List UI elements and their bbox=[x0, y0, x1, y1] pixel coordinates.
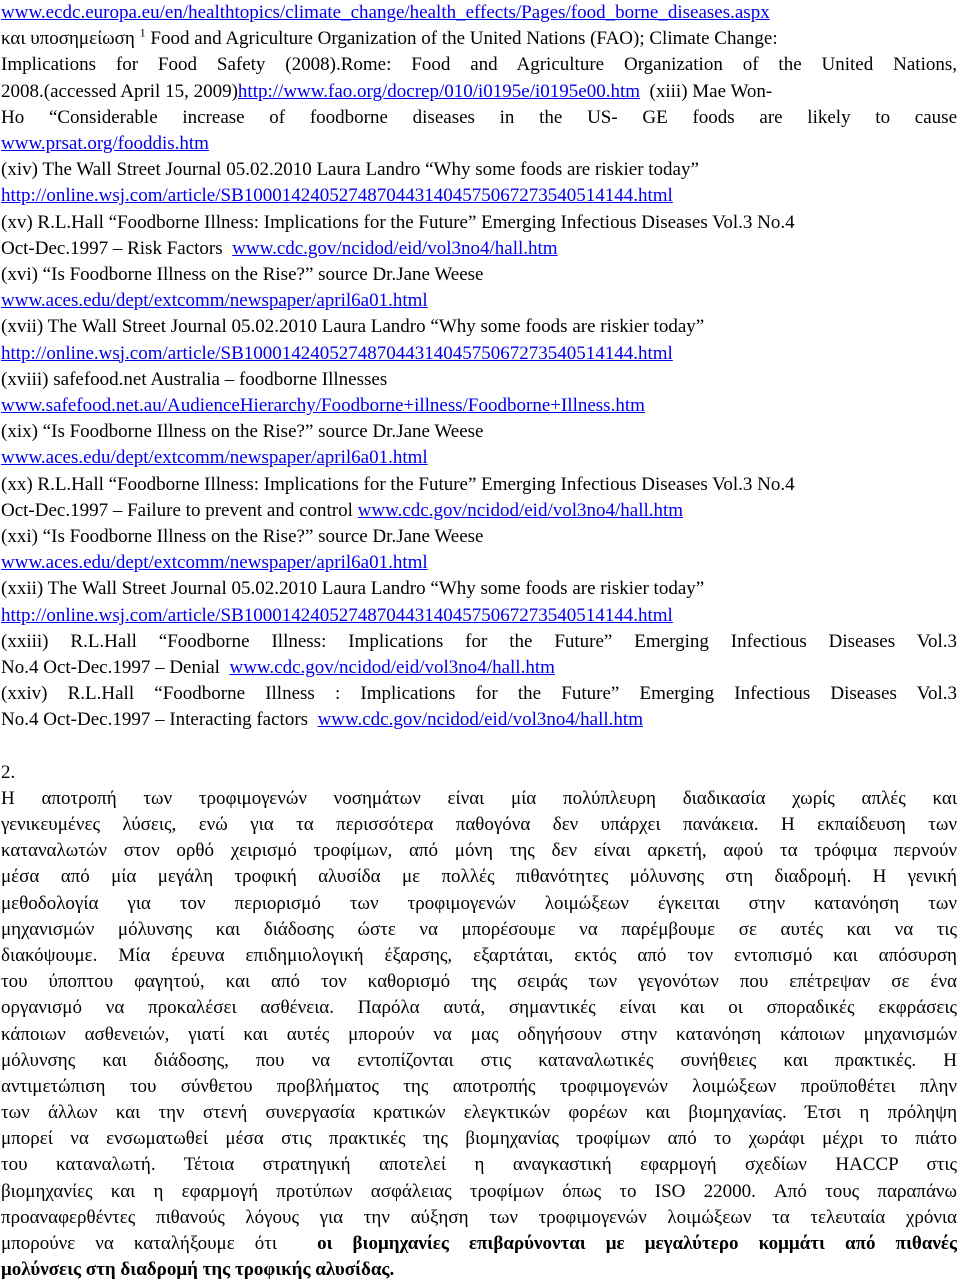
paragraph-line: μεθοδολογία για τον περιορισμό των τροφιμογενών λοιμώξεων έγκειται στην κατανόηση των bbox=[1, 892, 957, 914]
reference-text: (xxiv) R.L.Hall “Foodborne Illness : Implications for the Future” Emerging Infectious Diseases Vol.3 bbox=[1, 683, 957, 705]
paragraph-line: καταναλωτών στον ορθό χειρισμό τροφίμων, από μόνη της δεν είναι αρκετή, αφού τα τρόφιμα περνούν bbox=[1, 840, 957, 862]
reference-text: (xvi) “Is Foodborne Illness on the Rise?” source Dr.Jane Weese bbox=[1, 264, 484, 285]
paragraph-line: μέσα από μία μεγάλη τροφική αλυσίδα με πολλές πιθανότητες μόλυνσης στη διαδρομή. Η γενική bbox=[1, 866, 957, 888]
reference-text: (xxii) The Wall Street Journal 05.02.2010 Laura Landro “Why some foods are riskier today” bbox=[1, 578, 705, 600]
reference-line bbox=[1, 393, 957, 419]
reference-line bbox=[1, 131, 957, 157]
reference-link[interactable]: http://online.wsj.com/article/SB10001424052748704431404575067273540514144.html bbox=[1, 604, 673, 626]
reference-link[interactable]: www.aces.edu/dept/extcomm/newspaper/april6a01.html bbox=[1, 290, 428, 312]
reference-line bbox=[1, 105, 957, 131]
paragraph-text: μπορούνε να καταλήξουμε ότι bbox=[1, 1233, 318, 1255]
reference-text: Food and Agriculture Organization of the United Nations (FAO); Climate Change: bbox=[145, 28, 778, 50]
reference-line bbox=[1, 550, 957, 576]
reference-line bbox=[1, 498, 957, 524]
reference-text: (xiv) The Wall Street Journal 05.02.2010 Laura Landro “Why some foods are riskier today” bbox=[1, 159, 699, 181]
reference-text: Ho “Considerable increase of foodborne diseases in the US- GE foods are likely to cause bbox=[1, 106, 957, 128]
paragraph-line: Η αποτροπή των τροφιμογενών νοσημάτων είναι μία πολύπλευρη διαδικασία χωρίς απλές και bbox=[1, 787, 957, 809]
reference-text: (xvii) The Wall Street Journal 05.02.2010 Laura Landro “Why some foods are riskier today” bbox=[1, 316, 705, 338]
paragraph-line: βιομηχανίες και η εφαρμογή προτύπων ασφάλειας τροφίμων όπως το ISO 22000. Από τους παραπάνω bbox=[1, 1180, 957, 1202]
reference-link[interactable]: http://online.wsj.com/article/SB10001424052748704431404575067273540514144.html bbox=[1, 185, 673, 207]
reference-line bbox=[1, 0, 957, 26]
reference-line bbox=[1, 236, 957, 262]
paragraph-line: των άλλων και την στενή συνεργασία κρατικών ελεγκτικών φορέων και βιομηχανίας. Έτσι η πρόληψη bbox=[1, 1102, 957, 1124]
paragraph-line: κάποιων ασθενειών, γιατί και αυτές μπορούν να μας οδηγήσουν στην κατανόηση κάποιων μηχανισμών bbox=[1, 1023, 957, 1045]
reference-line bbox=[1, 576, 957, 602]
bold-conclusion: οι βιομηχανίες επιβαρύνονται με μεγαλύτερο κομμάτι από πιθανές bbox=[317, 1233, 957, 1255]
reference-link[interactable]: www.prsat.org/fooddis.htm bbox=[1, 132, 209, 154]
footnote-marker: 1 bbox=[139, 26, 146, 40]
bold-conclusion: μολύνσεις στη διαδρομή της τροφικής αλυσίδας. bbox=[1, 1259, 395, 1281]
paragraph-line: γενικευμένες λύσεις, ενώ για τα περισσότερα παθογόνα δεν υπάρχει πανάκεια. Η εκπαίδευση των bbox=[1, 814, 957, 836]
paragraph-line: μηχανισμών μόλυνσης και διάδοσης ώστε να μπορέσουμε να παρέμβουμε σε αυτές και να τις bbox=[1, 918, 957, 940]
reference-text: No.4 Oct-Dec.1997 – Interacting factors bbox=[1, 709, 318, 731]
reference-line bbox=[1, 681, 957, 707]
spacer bbox=[1, 734, 957, 760]
reference-line bbox=[1, 52, 957, 78]
reference-line bbox=[1, 314, 957, 340]
reference-line bbox=[1, 157, 957, 183]
reference-line bbox=[1, 341, 957, 367]
paragraph-line: προαναφερθέντες πιθανούς λόγους για την αύξηση των τροφιμογενών λοιμώξεων τα τελευταία χρόνια bbox=[1, 1206, 957, 1228]
reference-text: (xiii) Mae Won- bbox=[640, 80, 773, 102]
reference-text: No.4 Oct-Dec.1997 – Denial bbox=[1, 657, 230, 679]
reference-line bbox=[1, 26, 957, 52]
reference-line bbox=[1, 707, 957, 733]
reference-link[interactable]: www.cdc.gov/ncidod/eid/vol3no4/hall.htm bbox=[317, 709, 643, 731]
paragraph-line: διακόψουμε. Μία έρευνα επιδημιολογική έξαρσης, εξαρτάται, εκτός από τον εντοπισμό και απόσυρση bbox=[1, 944, 957, 966]
paragraph-line: οργανισμό να προκαλέσει ασθένεια. Παρόλα αυτά, σημαντικές είναι και οι σποραδικές εκφράσεις bbox=[1, 997, 957, 1019]
paragraph-line bbox=[1, 1257, 957, 1283]
reference-text: (xxi) “Is Foodborne Illness on the Rise?” source Dr.Jane Weese bbox=[1, 526, 484, 548]
reference-line bbox=[1, 419, 957, 445]
reference-text: Oct-Dec.1997 – Risk Factors bbox=[1, 237, 233, 259]
reference-link[interactable]: www.cdc.gov/ncidod/eid/vol3no4/hall.htm bbox=[229, 657, 555, 679]
reference-text: (xxiii) R.L.Hall “Foodborne Illness: Implications for the Future” Emerging Infectious Diseases Vol.3 bbox=[1, 630, 957, 652]
reference-link[interactable]: www.cdc.gov/ncidod/eid/vol3no4/hall.htm bbox=[232, 237, 558, 259]
paragraph-line: του καταναλωτή. Τέτοια στρατηγική αποτελεί η αναγκαστική εφαρμογή σχεδίων HACCP στις bbox=[1, 1154, 957, 1176]
paragraph-line: αντιμετώπιση του σύνθετου προβλήματος της αποτροπής τροφιμογενών λοιμώξεων προϋποθέτει πλην bbox=[1, 1075, 957, 1097]
reference-line bbox=[1, 524, 957, 550]
paragraph-line bbox=[1, 1231, 957, 1257]
reference-line bbox=[1, 445, 957, 471]
reference-text: 2008.(accessed April 15, 2009) bbox=[1, 80, 238, 102]
reference-line bbox=[1, 472, 957, 498]
reference-text: (xix) “Is Foodborne Illness on the Rise?” source Dr.Jane Weese bbox=[1, 421, 484, 443]
reference-line bbox=[1, 262, 957, 288]
reference-line bbox=[1, 183, 957, 209]
section-paragraph bbox=[1, 786, 957, 1284]
reference-line bbox=[1, 629, 957, 655]
reference-text: και υποσημείωση bbox=[1, 28, 140, 50]
reference-line bbox=[1, 79, 957, 105]
section-number: 2. bbox=[1, 761, 16, 783]
reference-text: (xx) R.L.Hall “Foodborne Illness: Implications for the Future” Emerging Infectious Diseases Vol.3 No.4 bbox=[1, 473, 795, 495]
reference-link[interactable]: www.cdc.gov/ncidod/eid/vol3no4/hall.htm bbox=[357, 499, 684, 521]
reference-text: Implications for Food Safety (2008).Rome: Food and Agriculture Organization of the United Nations, bbox=[1, 54, 957, 76]
reference-link[interactable]: www.ecdc.europa.eu/en/healthtopics/climate_change/health_effects/Pages/food_borne_diseases.aspx bbox=[1, 2, 770, 23]
reference-line bbox=[1, 655, 957, 681]
paragraph-line: μπορεί να ενσωματωθεί μέσα στις πρακτικές της βιομηχανίας τροφίμων από το χωράφι μέχρι το πιάτο bbox=[1, 1128, 957, 1150]
reference-text: (xv) R.L.Hall “Foodborne Illness: Implications for the Future” Emerging Infectious Diseases Vol.3 No.4 bbox=[1, 211, 795, 233]
reference-text: Oct-Dec.1997 – Failure to prevent and control bbox=[1, 499, 358, 521]
paragraph-line: του ύποπτου φαγητού, και από τον καθορισμό της σειράς των γεγονότων που επέτρεψαν σε ένα bbox=[1, 971, 957, 993]
reference-text: (xviii) safefood.net Australia – foodborne Illnesses bbox=[1, 368, 388, 390]
reference-line bbox=[1, 288, 957, 314]
reference-line bbox=[1, 367, 957, 393]
reference-link[interactable]: www.safefood.net.au/AudienceHierarchy/Foodborne+illness/Foodborne+Illness.htm bbox=[1, 395, 645, 417]
paragraph-line: μόλυνσης και διάδοσης, που να εντοπίζονται στις καταναλωτικές συνήθειες και πρακτικές. Η bbox=[1, 1049, 957, 1071]
reference-link[interactable]: www.aces.edu/dept/extcomm/newspaper/april6a01.html bbox=[1, 447, 428, 469]
reference-line bbox=[1, 210, 957, 236]
reference-link[interactable]: http://www.fao.org/docrep/010/i0195e/i0195e00.htm bbox=[237, 80, 641, 102]
reference-line bbox=[1, 603, 957, 629]
reference-link[interactable]: www.aces.edu/dept/extcomm/newspaper/april6a01.html bbox=[1, 552, 428, 574]
reference-link[interactable]: http://online.wsj.com/article/SB10001424052748704431404575067273540514144.html bbox=[1, 342, 673, 364]
